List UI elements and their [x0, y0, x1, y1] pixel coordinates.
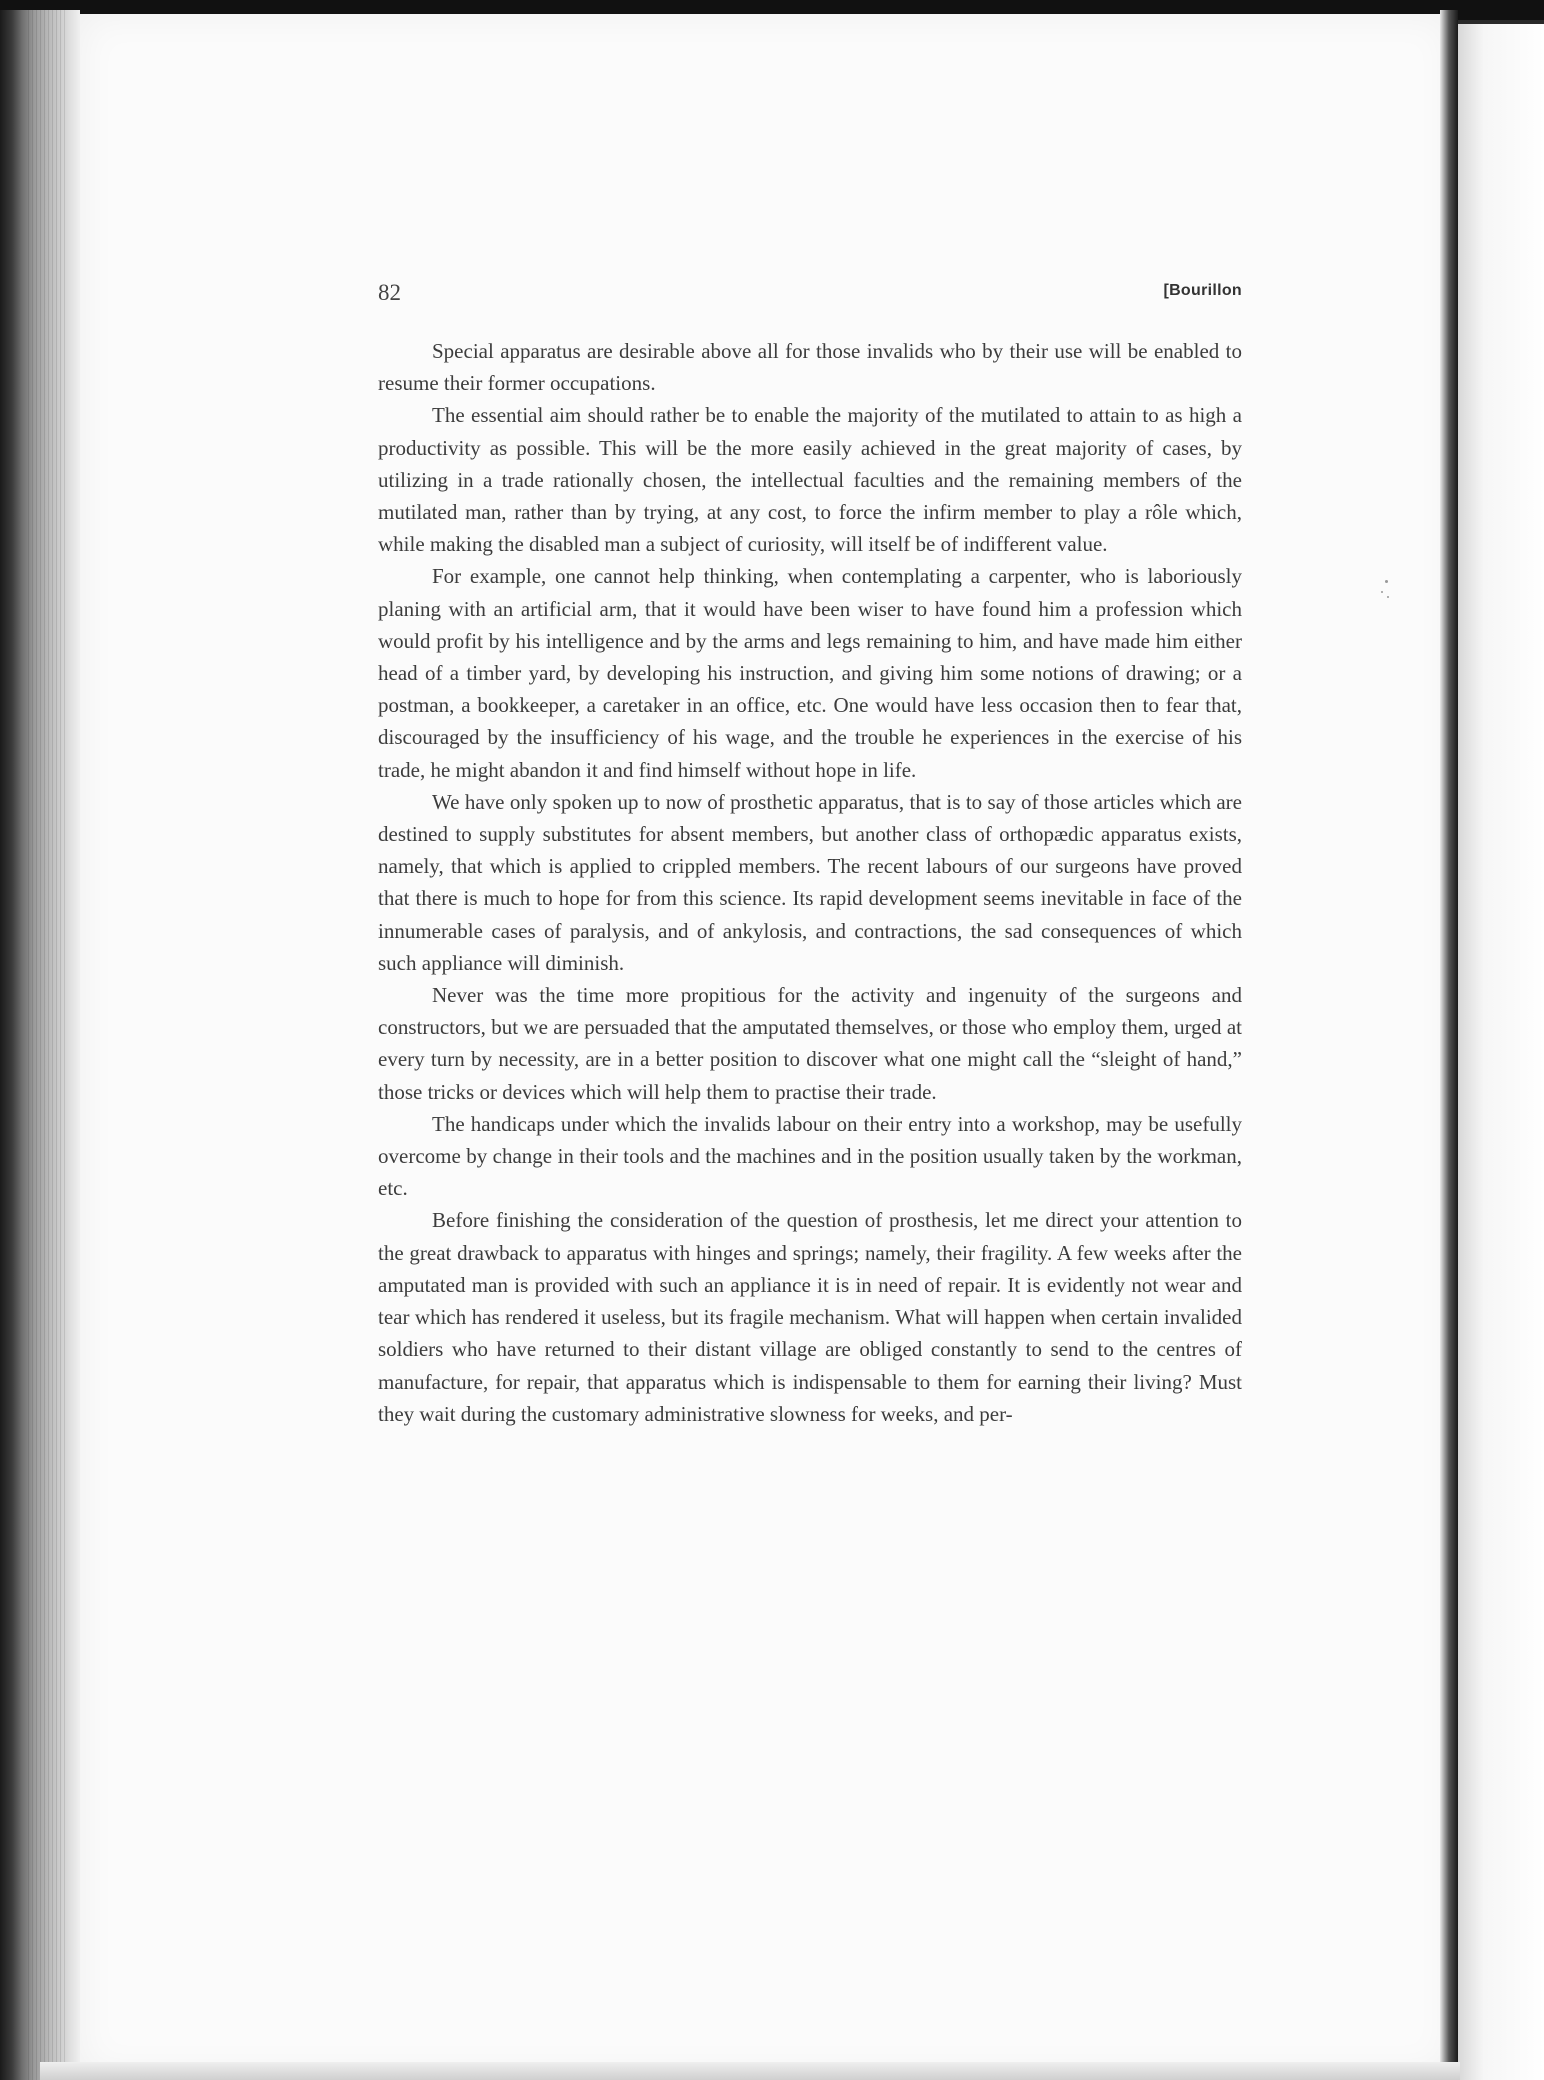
paper-speck	[1385, 580, 1388, 583]
running-head	[378, 280, 1242, 310]
body-text	[378, 335, 1242, 1430]
paragraph: We have only spoken up to now of prosthetic apparatus, that is to say of those articles which are destined to supply substitutes for absent members, but another class of orthopædic apparatus exists, namely, that which is applied to crippled members. The recent labours of our surgeons have proved that there is much to hope for from this science. Its rapid development seems inevitable in face of the innumerable cases of paralysis, and of ankylosis, and contractions, the sad consequences of which such appliance will diminish.	[378, 789, 1242, 975]
paragraph: Before finishing the consideration of the question of prosthesis, let me direct your attention to the great drawback to apparatus with hinges and springs; namely, their fragility. A few weeks after the amputated man is provided with such an appliance it is in need of repair. It is evidently not wear and tear which has rendered it useless, but its fragile mechanism. What will happen when certain invalided soldiers who have returned to their distant village are obliged constantly to send to the centres of manufacture, for repair, that apparatus which is indispensable to them for earning their living? Must they wait during the customary administrative slowness for weeks, and per-	[378, 1208, 1242, 1426]
paper-speck	[1381, 591, 1383, 593]
binding-gutter	[1440, 10, 1458, 2080]
scan-bottom-border	[40, 2062, 1460, 2080]
page-number: 82	[378, 280, 401, 305]
paper-speck	[1387, 596, 1389, 598]
paragraph: Never was the time more propitious for the activity and ingenuity of the surgeons and constructors, but we are persuaded that the amputated themselves, or those who employ them, urged at every turn by necessity, are in a better position to discover what one might call the “sleight of hand,” those tricks or devices which will help them to practise their trade.	[378, 983, 1242, 1104]
paragraph: For example, one cannot help thinking, when contemplating a carpenter, who is laboriously planing with an artificial arm, that it would have been wiser to have found him a profession which would profit by his intelligence and by the arms and legs remaining to him, and have made him either head of a timber yard, by developing his instruction, and giving him some notions of drawing; or a postman, a bookkeeper, a caretaker in an office, etc. One would have less occasion then to fear that, discouraged by the insufficiency of his wage, and the trouble he experiences in the exercise of his trade, he might abandon it and find himself without hope in life.	[378, 564, 1242, 782]
facing-page-edge	[1458, 24, 1544, 2080]
book-page-edges	[0, 10, 80, 2080]
paragraph: Special apparatus are desirable above all for those invalids who by their use will be enabled to resume their former occupations.	[378, 339, 1242, 396]
running-head-title: [Bourillon	[1163, 282, 1242, 299]
paragraph: The handicaps under which the invalids labour on their entry into a workshop, may be usefully overcome by change in their tools and the machines and in the position usually taken by the workman, etc.	[378, 1111, 1242, 1201]
paragraph: The essential aim should rather be to enable the majority of the mutilated to attain to as high a productivity as possible. This will be the more easily achieved in the great majority of cases, by utilizing in a trade rationally chosen, the intellectual faculties and the remaining members of the mutilated man, rather than by trying, at any cost, to force the infirm member to play a rôle which, while making the disabled man a subject of curiosity, will itself be of indifferent value.	[378, 403, 1242, 557]
